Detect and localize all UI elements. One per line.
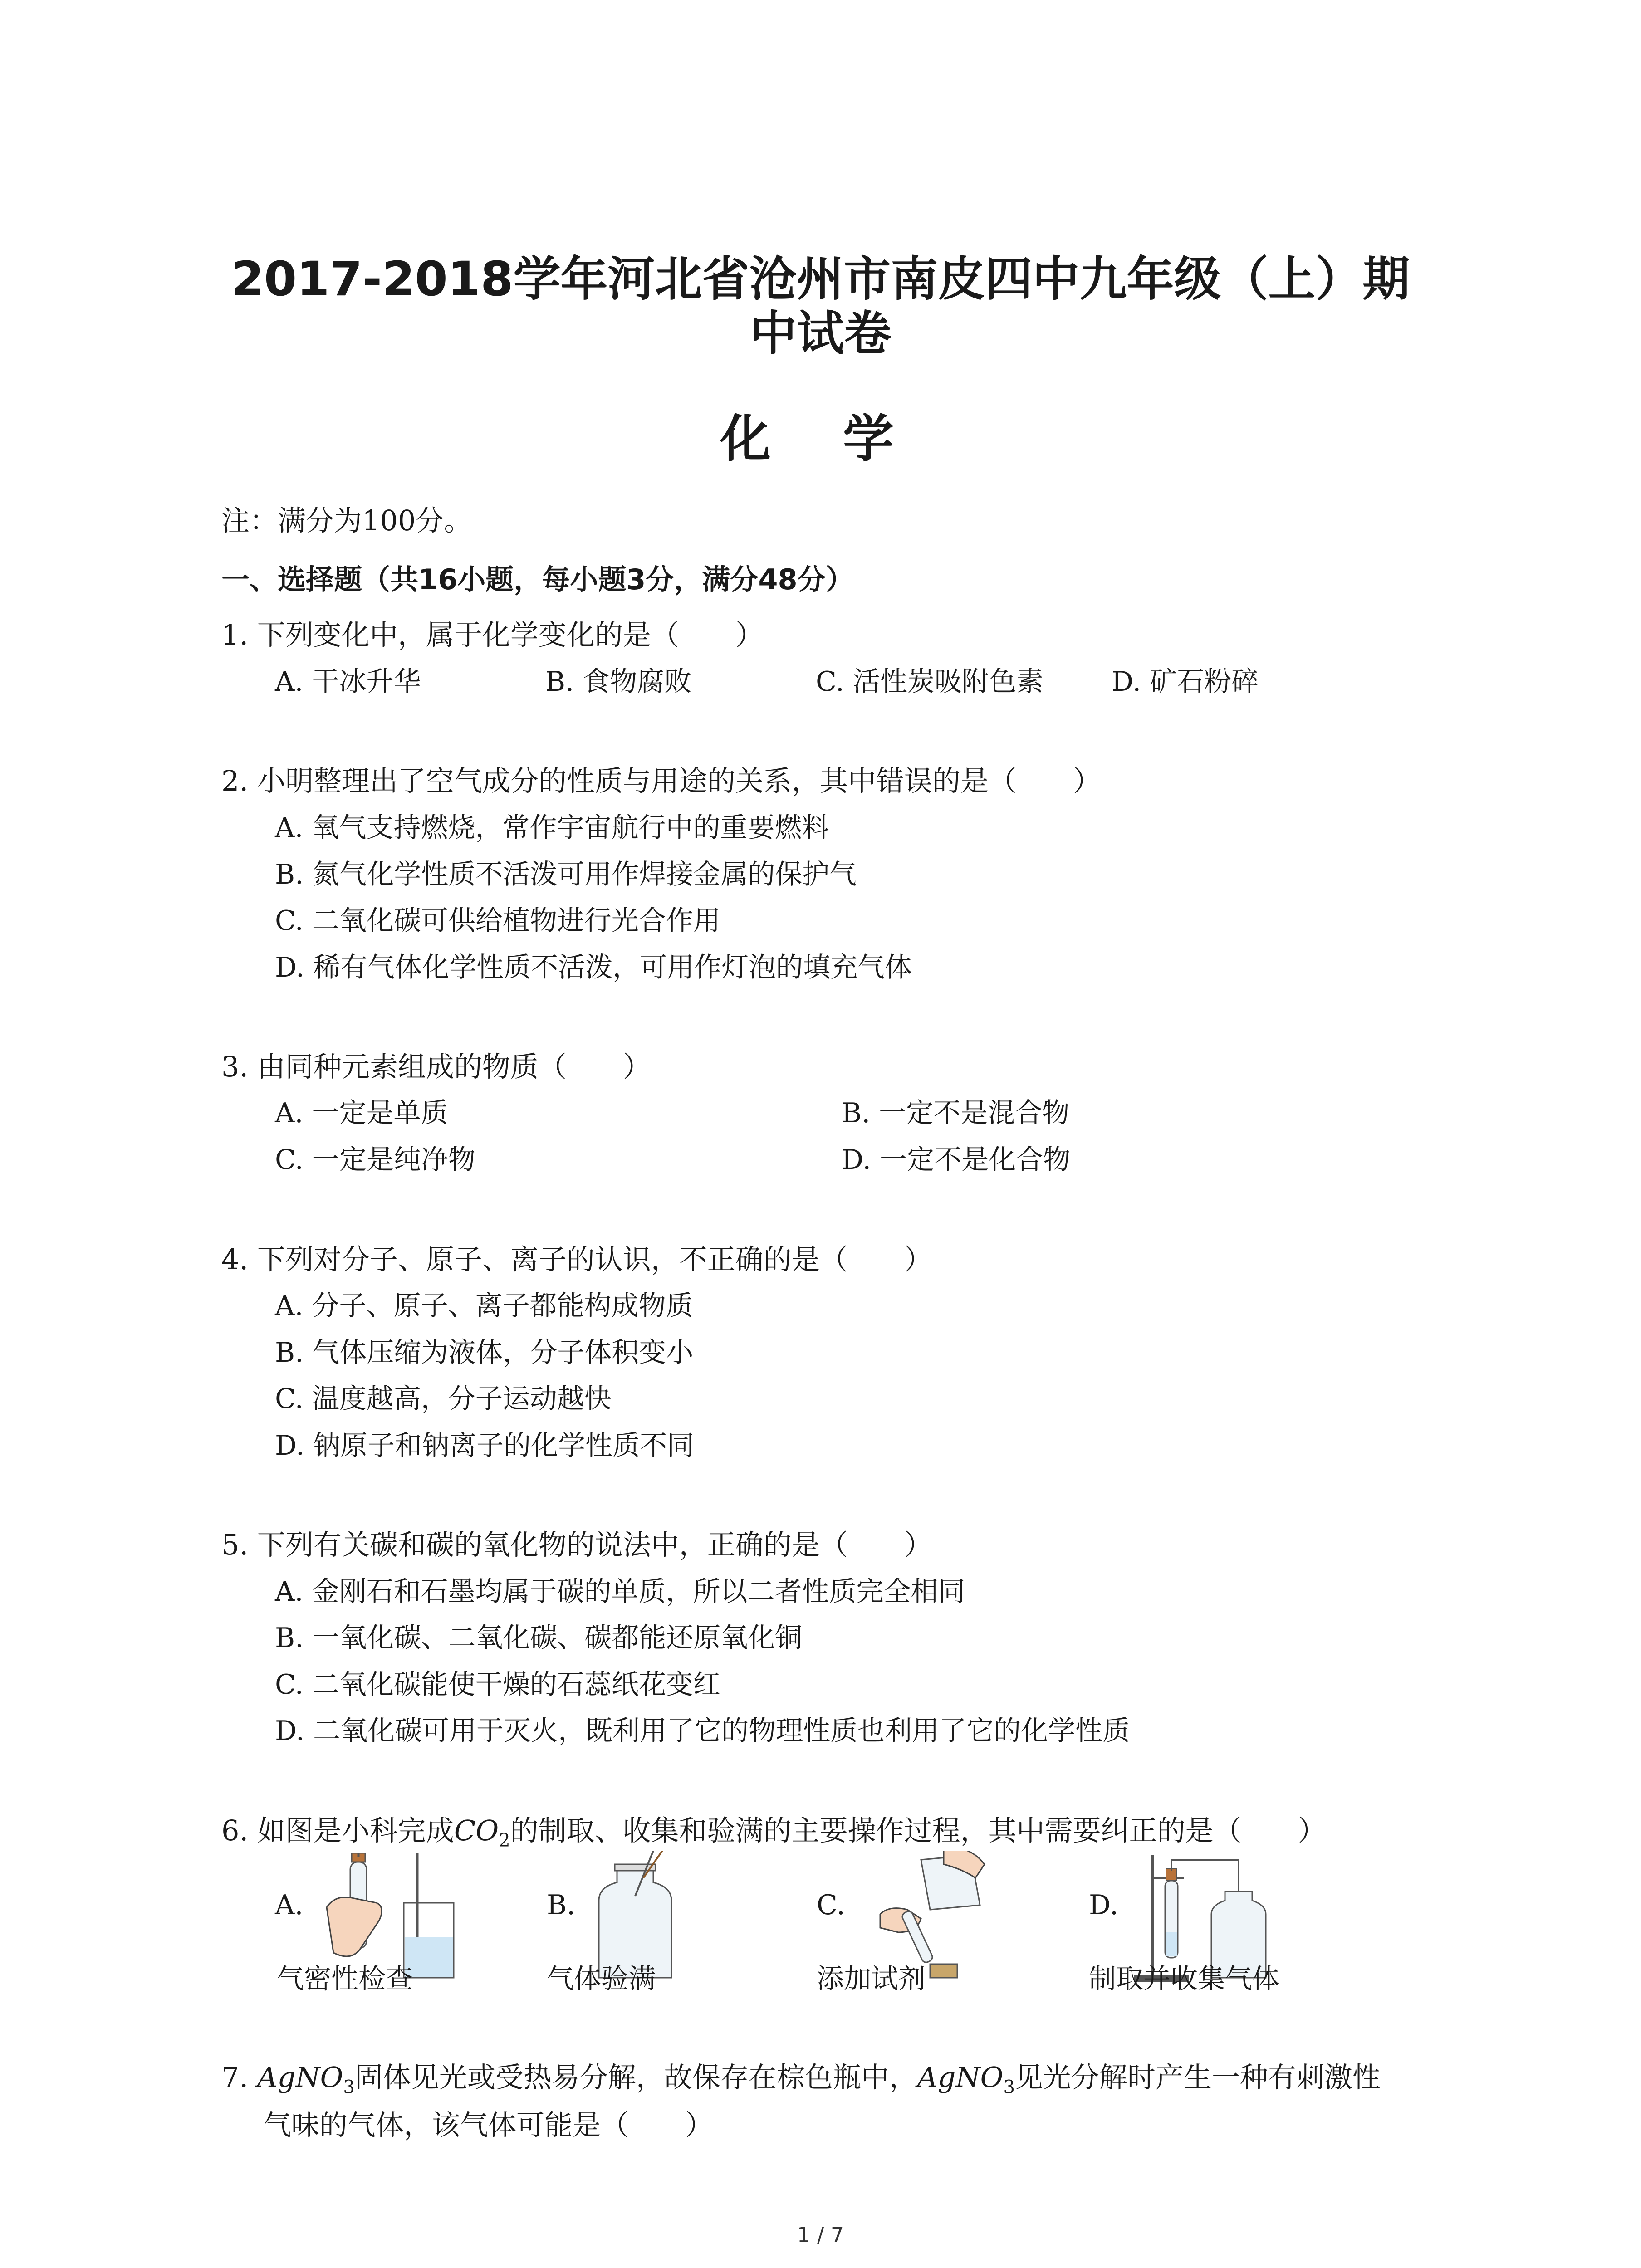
q4-option-d: D. 钠原子和钠离子的化学性质不同 <box>275 1430 695 1461</box>
q2-option-a: A. 氧气支持燃烧，常作宇宙航行中的重要燃料 <box>275 812 829 844</box>
q5-option-c: C. 二氧化碳能使干燥的石蕊纸花变红 <box>275 1669 720 1701</box>
subject-title: 化 学 <box>720 410 921 469</box>
q4-option-a: A. 分子、原子、离子都能构成物质 <box>275 1290 693 1322</box>
q4-option-c: C. 温度越高，分子运动越快 <box>275 1383 612 1415</box>
q5-option-a: A. 金刚石和石墨均属于碳的单质，所以二者性质完全相同 <box>275 1576 965 1608</box>
caption-produce-collect-gas: 制取并收集气体 <box>1089 1963 1279 1995</box>
q1-option-a: A. 干冰升华 <box>275 666 421 698</box>
q6-letter-d: D. <box>1089 1889 1119 1921</box>
section-heading: 一、选择题（共16小题，每小题3分，满分48分） <box>221 563 854 596</box>
title-line-2: 中试卷 <box>749 306 892 361</box>
q5-option-b: B. 一氧化碳、二氧化碳、碳都能还原氧化铜 <box>275 1622 803 1654</box>
q2-option-d: D. 稀有气体化学性质不活泼，可用作灯泡的填充气体 <box>275 952 912 983</box>
q2-option-b: B. 氮气化学性质不活泼可用作焊接金属的保护气 <box>275 859 857 890</box>
page-number: 1 / 7 <box>797 2223 844 2247</box>
q4-option-b: B. 气体压缩为液体，分子体积变小 <box>275 1337 694 1369</box>
q2-option-c: C. 二氧化碳可供给植物进行光合作用 <box>275 905 720 937</box>
q6-letter-b: B. <box>547 1889 576 1921</box>
score-note: 注：满分为100分。 <box>221 504 472 537</box>
question-2-stem: 2. 小明整理出了空气成分的性质与用途的关系，其中错误的是（ ） <box>221 764 1101 797</box>
question-5-stem: 5. 下列有关碳和碳的氧化物的说法中，正确的是（ ） <box>221 1528 932 1561</box>
question-7-stem: 7. AgNO$_3$固体见光或受热易分解，故保存在棕色瓶中，AgNO$_3$见光分解时产生一种有刺激性 <box>221 2061 1381 2098</box>
q3-option-d: D. 一定不是化合物 <box>842 1144 1071 1176</box>
caption-airtightness-check: 气密性检查 <box>277 1963 413 1995</box>
caption-adding-reagent: 添加试剂 <box>817 1963 926 1995</box>
question-7-stem-line2: 气味的气体，该气体可能是（ ） <box>263 2108 714 2141</box>
q1-option-b: B. 食物腐败 <box>545 666 692 698</box>
q6-letter-c: C. <box>817 1889 845 1921</box>
q3-option-b: B. 一定不是混合物 <box>842 1097 1070 1129</box>
caption-gas-full-check: 气体验满 <box>547 1963 656 1995</box>
question-1-stem: 1. 下列变化中，属于化学变化的是（ ） <box>221 618 764 651</box>
q6-letter-a: A. <box>275 1889 304 1921</box>
q5-option-d: D. 二氧化碳可用于灭火，既利用了它的物理性质也利用了它的化学性质 <box>275 1715 1130 1747</box>
title-line-1: 2017-2018学年河北省沧州市南皮四中九年级（上）期 <box>231 251 1410 307</box>
formula-co2: CO <box>454 1814 499 1847</box>
question-4-stem: 4. 下列对分子、原子、离子的认识，不正确的是（ ） <box>221 1243 932 1276</box>
q3-option-a: A. 一定是单质 <box>275 1097 448 1129</box>
q1-option-d: D. 矿石粉碎 <box>1112 666 1259 698</box>
question-3-stem: 3. 由同种元素组成的物质（ ） <box>221 1050 651 1083</box>
q3-option-c: C. 一定是纯净物 <box>275 1144 475 1176</box>
question-6-stem: 6. 如图是小科完成$CO_2$的制取、收集和验满的主要操作过程，其中需要纠正的是（ ） <box>221 1814 1326 1851</box>
q1-option-c: C. 活性炭吸附色素 <box>816 666 1043 698</box>
formula-agno3: AgNO <box>257 2061 343 2094</box>
